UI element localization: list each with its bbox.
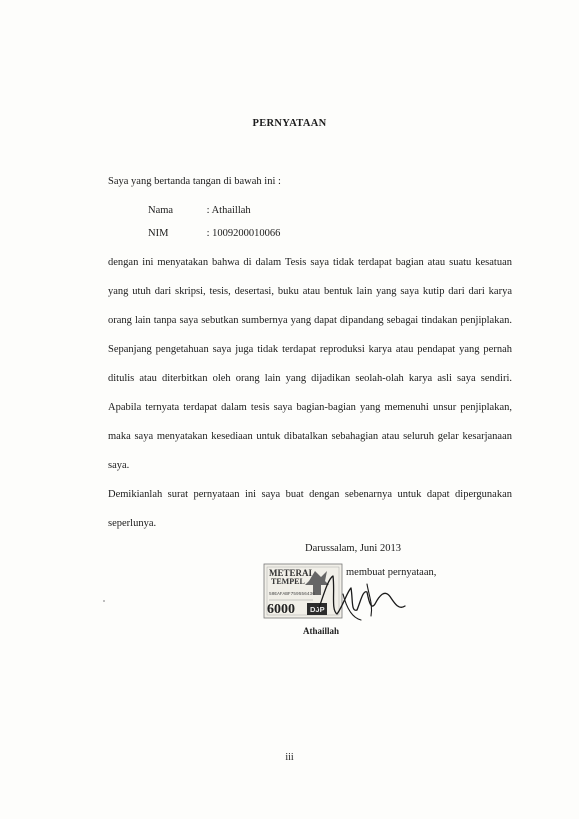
stamp-line2: TEMPEL — [271, 577, 305, 586]
signer-name: Athaillah — [303, 626, 340, 636]
stamp-amount: 6000 — [267, 602, 295, 617]
field-nim-label: NIM — [148, 228, 169, 239]
closing-paragraph: Demikianlah surat pernyataan ini saya buat dengan sebenarnya untuk dapat dipergunakan seperlunya. — [108, 489, 512, 529]
field-name-label: Nama — [148, 205, 174, 216]
field-nim — [148, 228, 280, 239]
signature-icon — [313, 570, 409, 628]
page-number: iii — [285, 752, 294, 763]
maker-label: membuat pernyataan, — [346, 567, 437, 578]
stamp-serial: 50EAFABF759556436 — [269, 592, 315, 597]
signature-place: Darussalam, — [305, 543, 358, 554]
stamp-suffix: DJP — [310, 605, 325, 614]
field-nim-value: : 1009200010066 — [206, 228, 281, 239]
stamp-line1: METERAI — [269, 568, 313, 578]
signature-date: Juni 2013 — [359, 543, 401, 554]
statement-paragraph: dengan ini menyatakan bahwa di dalam Tesis saya tidak terdapat bagian atau suatu kesatuan yang utuh dari skripsi, tesis, desertasi, buku atau bentuk lain yang saya kutip dari dari karya orang lain tanpa saya sebutkan sumbernya yang dapat dipandang sebagai tindakan penjiplakan. Sepanjang pengetahuan saya juga tidak terdapat reproduksi karya atau pendapat yang pernah ditulis atau diterbitkan oleh orang lain yang dijadikan seolah-olah karya asli saya sendiri. Apabila ternyata terdapat dalam tesis saya bagian-bagian yang memenuhi unsur penjiplakan, maka saya menyatakan kesediaan untuk dibatalkan sebahagian atau seluruh gelar kesarjanaan saya. — [108, 257, 512, 471]
signature-date-line — [305, 543, 401, 554]
field-name-value: : Athaillah — [206, 205, 251, 216]
scan-speck — [103, 600, 105, 602]
intro-text: Saya yang bertanda tangan di bawah ini : — [108, 176, 281, 187]
handwritten-signature — [313, 570, 409, 628]
document-title: PERNYATAAN — [252, 118, 327, 129]
statement-body — [108, 248, 512, 538]
field-name — [148, 205, 251, 216]
